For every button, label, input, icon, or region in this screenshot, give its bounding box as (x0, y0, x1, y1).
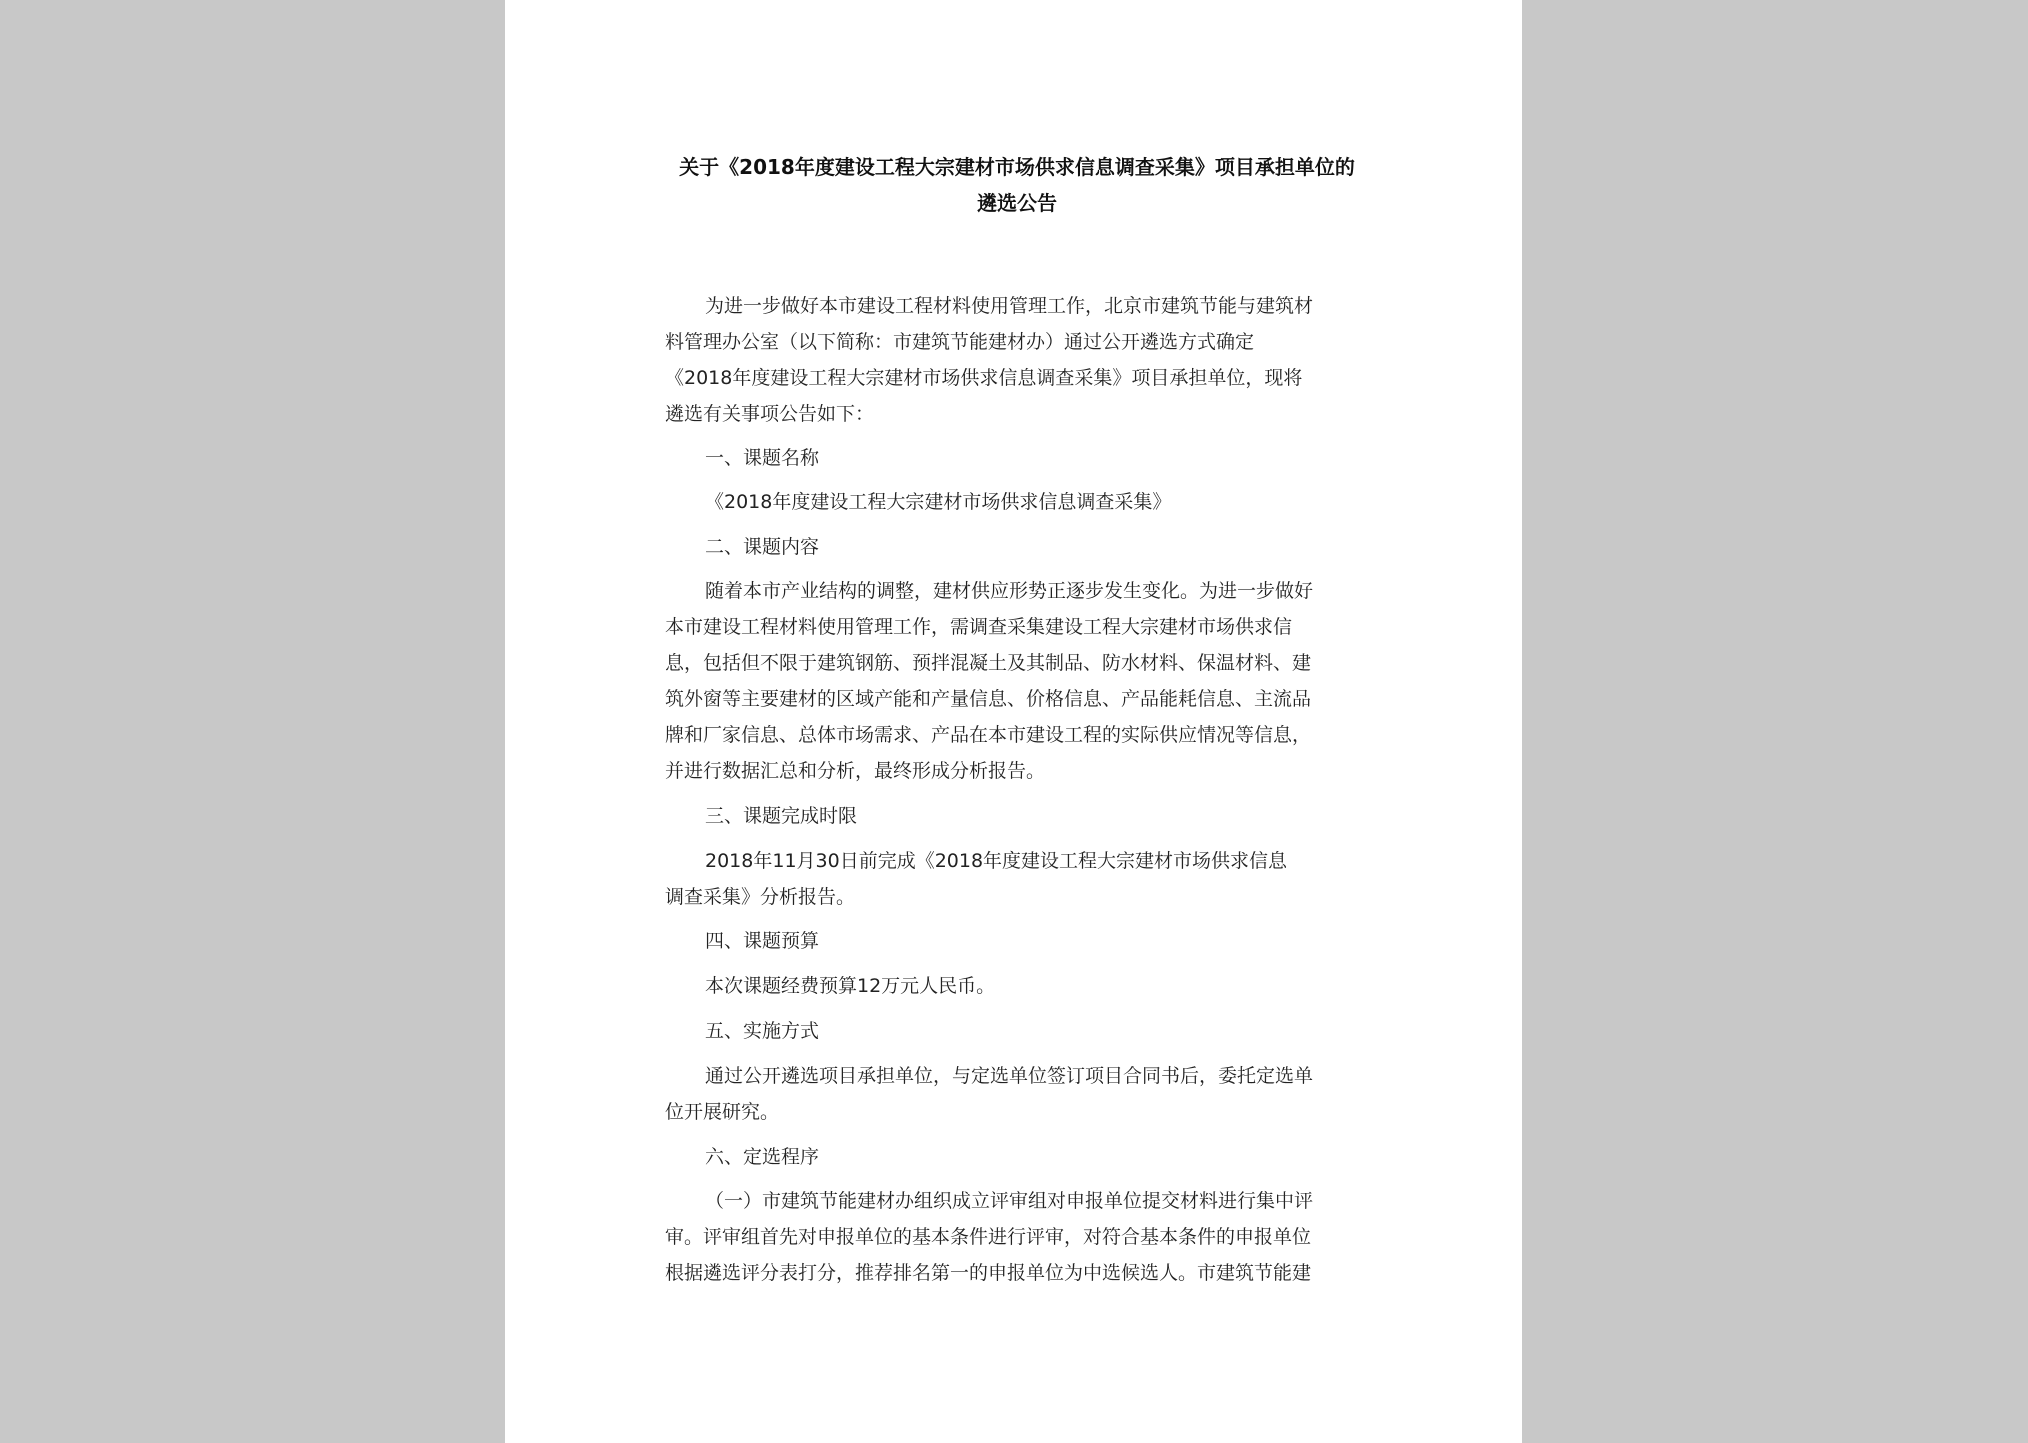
text-line: 2018年11月30日前完成《2018年度建设工程大宗建材市场供求信息 (705, 850, 1288, 872)
text-line: 随着本市产业结构的调整，建材供应形势正逐步发生变化。为进一步做好 (705, 580, 1314, 602)
title-line: 关于《2018年度建设工程大宗建材市场供求信息调查采集》项目承担单位的 (679, 155, 1355, 179)
text-line: 调查采集》分析报告。 (665, 886, 856, 908)
text-line: 牌和厂家信息、总体市场需求、产品在本市建设工程的实际供应情况等信息， (665, 724, 1312, 746)
document-title (665, 149, 1369, 221)
title-line: 遴选公告 (977, 191, 1057, 215)
text-line: 《2018年度建设工程大宗建材市场供求信息调查采集》 (705, 491, 1172, 513)
section-5-heading: 五、实施方式 (705, 1020, 820, 1042)
section-1-body (665, 484, 1369, 520)
section-6-heading: 六、定选程序 (705, 1146, 820, 1168)
text-line: 并进行数据汇总和分析，最终形成分析报告。 (665, 760, 1046, 782)
section-1-heading: 一、课题名称 (705, 447, 820, 469)
intro-paragraph (665, 288, 1369, 432)
text-line: 本次课题经费预算12万元人民币。 (705, 975, 996, 997)
text-line: （一）市建筑节能建材办组织成立评审组对申报单位提交材料进行集中评 (705, 1190, 1314, 1212)
text-line: 位开展研究。 (665, 1101, 780, 1123)
text-line: 料管理办公室（以下简称：市建筑节能建材办）通过公开遴选方式确定 (665, 331, 1255, 353)
section-2-body (665, 573, 1369, 789)
text-line: 遴选有关事项公告如下： (665, 403, 875, 425)
text-line: 通过公开遴选项目承担单位，与定选单位签订项目合同书后，委托定选单 (705, 1065, 1314, 1087)
text-line: 为进一步做好本市建设工程材料使用管理工作，北京市建筑节能与建筑材 (705, 295, 1314, 317)
text-line: 息，包括但不限于建筑钢筋、预拌混凝土及其制品、防水材料、保温材料、建 (665, 652, 1312, 674)
section-5-body (665, 1058, 1369, 1130)
section-6-body (665, 1183, 1369, 1291)
section-3-body (665, 843, 1369, 915)
section-3-heading: 三、课题完成时限 (705, 805, 858, 827)
text-line: 《2018年度建设工程大宗建材市场供求信息调查采集》项目承担单位，现将 (665, 367, 1303, 389)
text-line: 根据遴选评分表打分，推荐排名第一的申报单位为中选候选人。市建筑节能建 (665, 1262, 1312, 1284)
text-line: 筑外窗等主要建材的区域产能和产量信息、价格信息、产品能耗信息、主流品 (665, 688, 1312, 710)
section-4-heading: 四、课题预算 (705, 930, 820, 952)
text-line: 本市建设工程材料使用管理工作，需调查采集建设工程大宗建材市场供求信 (665, 616, 1293, 638)
document-page (505, 0, 1522, 1443)
section-4-body (665, 968, 1369, 1004)
text-line: 审。评审组首先对申报单位的基本条件进行评审，对符合基本条件的申报单位 (665, 1226, 1312, 1248)
section-2-heading: 二、课题内容 (705, 536, 820, 558)
